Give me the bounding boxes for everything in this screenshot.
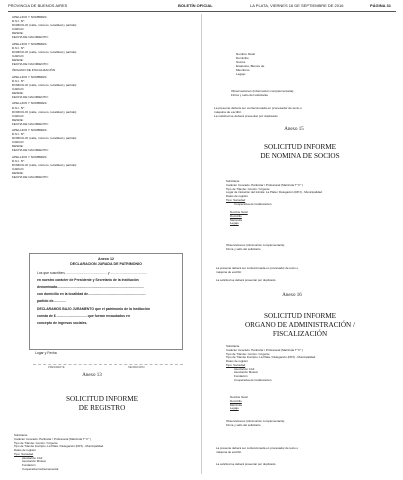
obs-line: Firma y sello del solicitante xyxy=(226,247,261,251)
list-item: Asociación Mutual xyxy=(22,460,46,464)
list-item: Asociación Civil xyxy=(22,456,43,460)
form-line: DESDE: xyxy=(12,90,24,95)
form-line: CARGO: xyxy=(12,166,25,171)
list-item: Tipo de Trámite: Común / Urgente xyxy=(226,187,270,191)
link-item: Nombre fiscal xyxy=(230,396,248,399)
list-item: Solicitante xyxy=(226,345,240,348)
right-top-links xyxy=(236,52,396,76)
form-line: DESDE: xyxy=(12,31,24,36)
instruction-line: La presente deberá ser confeccionada en procesador de texto o xyxy=(216,267,299,270)
list-item: Cooperativa de Colaboración xyxy=(234,202,272,206)
form-line: D.N.I. N°: xyxy=(12,19,26,24)
left-column xyxy=(12,15,192,179)
section-label: ÓRGANO DE FISCALIZACIÓN xyxy=(12,68,56,73)
authority-block-1 xyxy=(12,15,192,39)
link-item: Matrícula xyxy=(230,403,242,407)
form-line: D.N.I. N°: xyxy=(12,158,26,163)
fiscal-block-3 xyxy=(12,128,192,152)
annex-15-label: Anexo 15 xyxy=(284,127,304,132)
instruction-line: máquina de escribir. xyxy=(214,110,242,115)
link-item: Legajo xyxy=(230,407,239,411)
header-province: PROVINCIA DE BUENOS AIRES xyxy=(8,3,68,8)
list-item: Tipo de Trámite: Común / Urgente xyxy=(226,352,270,356)
list-item: Datos de registro xyxy=(226,195,249,198)
signature-line xyxy=(33,364,183,365)
form-line: DOMICILIO (calle, número, localidad y partido): xyxy=(12,162,78,167)
list-item: Tipo de Trámite Inscripto: La Plata / Delegación (DPJ) - Municipalidad xyxy=(226,356,316,360)
list-item: Asociación Mutual xyxy=(234,371,258,375)
list-item: Datos de registro xyxy=(226,360,249,363)
link-item: Socios xyxy=(236,60,246,65)
form-line: FECHA DE NACIMIENTO: xyxy=(12,121,49,126)
form-line: CARGO: xyxy=(12,86,25,91)
observations-1 xyxy=(231,89,401,97)
admin-request-title-2: ORGANO DE ADMINISTRACIÓN / xyxy=(244,321,355,329)
form-line: CARGO: xyxy=(12,53,25,58)
form-line: DOMICILIO (calle, número, localidad y partido): xyxy=(12,49,78,54)
fiscal-block-2 xyxy=(12,101,192,125)
list-item: Cooperativa Gubernamental xyxy=(22,467,59,471)
members-request-title-2: DE NOMINA DE SOCIOS xyxy=(260,152,340,160)
form-line: DESDE: xyxy=(12,144,24,149)
registry-request-list xyxy=(14,434,199,472)
list-item: Asociación Civil xyxy=(234,367,255,371)
obs-line: Observaciones (información complementaria) xyxy=(226,244,285,247)
registry-request-title-2: DE REGISTRO xyxy=(78,404,126,412)
annex-12-label: Anexo 12 xyxy=(98,257,114,261)
form-line: DOMICILIO (calle, número, localidad y partido): xyxy=(12,136,78,141)
declaration-line: concepto de ingresos sociales. xyxy=(37,321,88,325)
instructions-3 xyxy=(216,447,402,466)
observations-2 xyxy=(226,244,396,252)
declaration-line: DECLARAMOS BAJO JURAMENTO que el patrimonio de la Institución xyxy=(37,307,150,311)
admin-request-title-1: SOLICITUD INFORME xyxy=(263,312,337,320)
link-item: Domicilio xyxy=(230,214,242,218)
obs-line: Firma y sello del solicitante xyxy=(231,93,269,98)
members-request-links xyxy=(230,211,390,226)
link-item: Legajo xyxy=(230,222,239,226)
members-request-title-1: SOLICITUD INFORME xyxy=(263,143,337,151)
list-item: Carácter Invocado: Particular / Profesional (Matrícula T° F° ) xyxy=(14,437,92,441)
list-item: Tipo: Sociedad xyxy=(226,363,246,367)
link-item: Nombre fiscal xyxy=(230,211,248,214)
column-divider xyxy=(201,14,202,474)
instruction-line: máquina de escribir. xyxy=(216,450,242,454)
list-item: Tipo: Sociedad xyxy=(14,452,34,456)
list-item: Carácter Invocado: Particular / Profesional (Matrícula T° F° ) xyxy=(226,348,304,352)
form-line: APELLIDO Y NOMBRES: xyxy=(12,15,48,19)
form-line: CARGO: xyxy=(12,27,25,32)
form-line: APELLIDO Y NOMBRES: xyxy=(12,101,48,106)
instruction-line: La solicitud se deberá presentar por duplicado. xyxy=(216,462,277,466)
instruction-line: La presente deberá ser confeccionada en procesador de texto o xyxy=(214,106,302,110)
declaration-line: con domicilio en la localidad de............................................................. xyxy=(37,292,146,296)
declaration-line: denominada............................................................................................ xyxy=(37,285,144,289)
instructions-1 xyxy=(214,106,400,118)
list-item: Solicitante xyxy=(14,434,28,437)
list-item: Lugar de iniciación del trámite: La Plata / Delegación (DPJ) - Municipalidad xyxy=(226,191,322,195)
admin-request-title-3: FISCALIZACIÓN xyxy=(272,330,328,338)
form-line: FECHA DE NACIMIENTO: xyxy=(12,95,49,100)
members-request-list xyxy=(226,180,401,206)
list-item: Tipo de Trámite Inscripto: La Plata / Delegación (DPJ) - Municipalidad xyxy=(14,445,104,449)
instructions-2 xyxy=(216,267,402,282)
form-line: APELLIDO Y NOMBRES: xyxy=(12,154,48,159)
link-item: Domicilio xyxy=(230,399,242,403)
form-line: DESDE: xyxy=(12,117,24,122)
form-line: DOMICILIO (calle, número, localidad y partido): xyxy=(12,109,78,114)
form-line: FECHA DE NACIMIENTO: xyxy=(12,175,49,180)
form-line: FECHA DE NACIMIENTO: xyxy=(12,35,49,40)
list-item: Cooperativa de Colaboración xyxy=(234,378,272,382)
declaration-line: Los que suscriben, ........................................... y ....................................... xyxy=(37,271,148,275)
fiscal-block-4 xyxy=(12,155,192,179)
form-line: FECHA DE NACIMIENTO: xyxy=(12,148,49,153)
fiscal-block-1 xyxy=(12,75,192,99)
link-item: Miembros xyxy=(236,68,250,73)
admin-request-list xyxy=(226,345,401,383)
list-item: Solicitante xyxy=(226,180,240,183)
form-line: FECHA DE NACIMIENTO: xyxy=(12,61,49,66)
list-item: Tipo de Trámite: Común / Urgente xyxy=(14,441,58,445)
obs-line: Observaciones (información complementaria) xyxy=(226,420,285,423)
authority-block-2 xyxy=(12,42,192,66)
instruction-line: máquina de escribir. xyxy=(216,270,242,274)
annex-13-label: Anexo 13 xyxy=(82,373,102,378)
admin-request-links xyxy=(230,396,390,411)
obs-line: Observaciones (información complementaria) xyxy=(231,89,294,93)
declaration-line: en nuestro carácter de Presidente y Secretario de la Institución xyxy=(37,278,139,282)
form-line: APELLIDO Y NOMBRES: xyxy=(12,128,48,133)
form-line: APELLIDO Y NOMBRES: xyxy=(12,41,48,46)
observations-3 xyxy=(226,420,396,428)
instruction-line: La solicitud se deberá presentar por duplicado. xyxy=(216,278,277,282)
registry-request-title-1: SOLICITUD INFORME xyxy=(65,395,139,403)
form-line: APELLIDO Y NOMBRES: xyxy=(12,74,48,79)
declaration-line: consta de $ ................................ que fueran recaudados en xyxy=(37,314,130,318)
form-line: DESDE: xyxy=(12,170,24,175)
header-page: PÁGINA 31 xyxy=(370,3,391,8)
patrimony-declaration-form xyxy=(29,253,183,350)
link-item: Matrícula xyxy=(230,218,242,222)
form-line: DOMICILIO (calle, número, localidad y partido): xyxy=(12,23,78,28)
link-item: Legajo xyxy=(236,72,246,77)
form-line: D.N.I. N°: xyxy=(12,132,26,137)
list-item: Fundación xyxy=(234,375,248,378)
annex-16-label: Anexo 16 xyxy=(282,293,302,298)
form-line: D.N.I. N°: xyxy=(12,45,26,50)
place-and-date: Lugar y Fecha xyxy=(35,351,57,355)
signature-president: PRESIDENTE xyxy=(48,366,65,369)
list-item: Fundación xyxy=(22,464,36,467)
list-item: Datos de registro xyxy=(14,449,37,452)
page-header xyxy=(0,0,403,11)
link-item: Domicilio xyxy=(236,56,249,61)
header-date: LA PLATA, VIERNES 16 DE SEPTIEMBRE DE 2016 xyxy=(250,3,344,8)
declaration-title: DECLARACION JURADA DE PATRIMONIO xyxy=(70,262,142,266)
form-line: D.N.I. N°: xyxy=(12,78,26,83)
header-rule xyxy=(8,11,396,12)
header-bulletin: BOLETÍN OFICIAL xyxy=(178,3,213,8)
link-item: Estatutos, Bienes de xyxy=(236,64,265,69)
signature-secretary: SECRETARIO xyxy=(128,366,145,369)
form-line: D.N.I. N°: xyxy=(12,105,26,110)
obs-line: Firma y sello del solicitante xyxy=(226,423,261,427)
list-item: Carácter Invocado: Particular / Profesional (Matrícula T° F° ) xyxy=(226,183,304,187)
form-line: CARGO: xyxy=(12,140,25,145)
form-line: DESDE: xyxy=(12,57,24,62)
instruction-line: La solicitud se deberá presentar por duplicado. xyxy=(214,114,279,119)
link-item: Nombre fiscal xyxy=(236,52,255,56)
declaration-line: partido de............. xyxy=(37,299,66,303)
instruction-line: La presente deberá ser confeccionada en procesador de texto o xyxy=(216,447,299,450)
form-line: DOMICILIO (calle, número, localidad y partido): xyxy=(12,82,78,87)
form-line: CARGO: xyxy=(12,113,25,118)
list-item: Tipo: Sociedad xyxy=(226,198,246,202)
